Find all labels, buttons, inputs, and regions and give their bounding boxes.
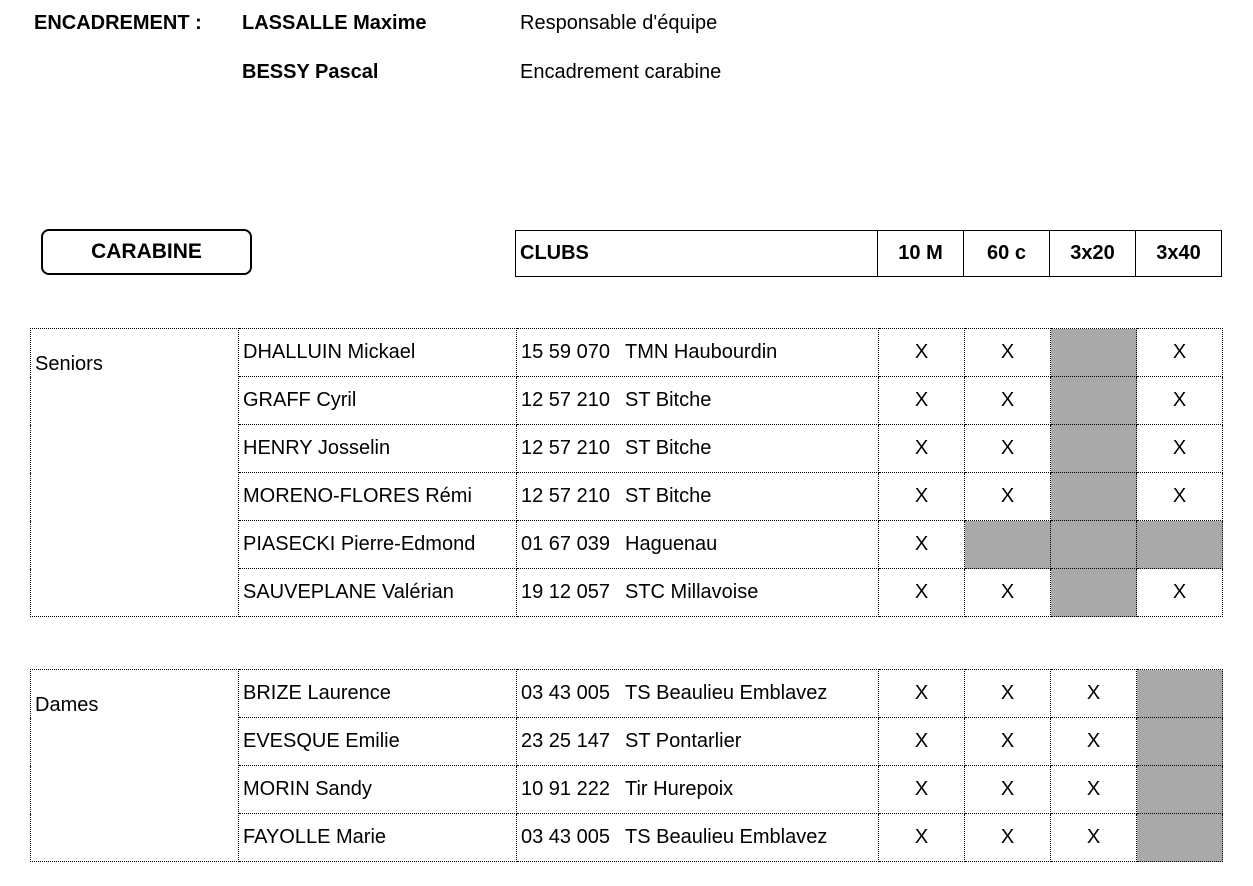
athlete-name: PIASECKI Pierre-Edmond: [239, 521, 517, 569]
athlete-name: EVESQUE Emilie: [239, 718, 517, 766]
mark-60c: X: [965, 766, 1051, 814]
mark-10m: X: [879, 814, 965, 862]
mark-3x40: [1137, 670, 1223, 718]
mark-3x20: [1051, 377, 1137, 425]
event-header-10m: 10 M: [878, 231, 964, 277]
mark-60c: X: [965, 425, 1051, 473]
club-name: ST Bitche: [625, 437, 712, 459]
clubs-header: CLUBS: [516, 231, 878, 277]
club-code: 19 12 057: [521, 581, 610, 603]
mark-60c: X: [965, 377, 1051, 425]
athlete-name: MORENO-FLORES Rémi: [239, 473, 517, 521]
mark-3x20: X: [1051, 814, 1137, 862]
mark-10m: X: [879, 521, 965, 569]
club-code: 01 67 039: [521, 533, 610, 555]
mark-10m: X: [879, 670, 965, 718]
club-cell: [517, 377, 879, 425]
mark-3x40: X: [1137, 329, 1223, 377]
mark-3x20: [1051, 329, 1137, 377]
club-name: TMN Haubourdin: [625, 341, 778, 363]
staff-name-2: BESSY Pascal: [242, 61, 379, 83]
athlete-name: MORIN Sandy: [239, 766, 517, 814]
club-code: 03 43 005: [521, 682, 610, 704]
club-code: 10 91 222: [521, 778, 610, 800]
club-code: 23 25 147: [521, 730, 610, 752]
mark-3x40: X: [1137, 377, 1223, 425]
club-code: 03 43 005: [521, 826, 610, 848]
event-header-3x20: 3x20: [1050, 231, 1136, 277]
mark-10m: X: [879, 473, 965, 521]
club-cell: [517, 670, 879, 718]
dames-table: [30, 669, 1223, 862]
club-code: 15 59 070: [521, 341, 610, 363]
athlete-name: GRAFF Cyril: [239, 377, 517, 425]
table-row: [31, 329, 1223, 377]
discipline-title: CARABINE: [41, 229, 252, 275]
club-cell: [517, 766, 879, 814]
athlete-name: SAUVEPLANE Valérian: [239, 569, 517, 617]
club-code: 12 57 210: [521, 389, 610, 411]
club-name: TS Beaulieu Emblavez: [625, 682, 828, 704]
mark-10m: X: [879, 425, 965, 473]
athlete-name: DHALLUIN Mickael: [239, 329, 517, 377]
club-cell: [517, 473, 879, 521]
mark-60c: X: [965, 718, 1051, 766]
mark-60c: X: [965, 670, 1051, 718]
athlete-name: HENRY Josselin: [239, 425, 517, 473]
club-cell: [517, 569, 879, 617]
event-header-3x40: 3x40: [1136, 231, 1222, 277]
mark-3x40: [1137, 521, 1223, 569]
mark-10m: X: [879, 569, 965, 617]
mark-3x40: X: [1137, 569, 1223, 617]
mark-60c: X: [965, 569, 1051, 617]
club-name: Tir Hurepoix: [625, 778, 734, 800]
mark-3x20: X: [1051, 718, 1137, 766]
mark-10m: X: [879, 766, 965, 814]
mark-3x20: [1051, 425, 1137, 473]
mark-60c: X: [965, 814, 1051, 862]
seniors-table: [30, 328, 1223, 617]
encadrement-label: ENCADREMENT :: [34, 12, 202, 34]
mark-60c: X: [965, 473, 1051, 521]
club-cell: [517, 329, 879, 377]
club-name: TS Beaulieu Emblavez: [625, 826, 828, 848]
club-cell: [517, 718, 879, 766]
mark-3x40: X: [1137, 473, 1223, 521]
mark-3x40: [1137, 814, 1223, 862]
club-cell: [517, 425, 879, 473]
staff-role-2: Encadrement carabine: [520, 61, 722, 83]
mark-3x20: [1051, 569, 1137, 617]
staff-role-1: Responsable d'équipe: [520, 12, 718, 34]
athlete-name: BRIZE Laurence: [239, 670, 517, 718]
category-label: Dames: [31, 670, 239, 862]
category-label: Seniors: [31, 329, 239, 617]
club-name: STC Millavoise: [625, 581, 759, 603]
club-name: ST Pontarlier: [625, 730, 742, 752]
header-table: [515, 230, 1222, 277]
club-code: 12 57 210: [521, 437, 610, 459]
mark-3x40: [1137, 766, 1223, 814]
mark-3x20: X: [1051, 766, 1137, 814]
club-cell: [517, 521, 879, 569]
mark-60c: [965, 521, 1051, 569]
athlete-name: FAYOLLE Marie: [239, 814, 517, 862]
staff-name-1: LASSALLE Maxime: [242, 12, 427, 34]
club-name: Haguenau: [625, 533, 718, 555]
mark-3x40: [1137, 718, 1223, 766]
club-name: ST Bitche: [625, 389, 712, 411]
event-header-60c: 60 c: [964, 231, 1050, 277]
mark-10m: X: [879, 329, 965, 377]
mark-3x20: [1051, 473, 1137, 521]
mark-60c: X: [965, 329, 1051, 377]
mark-3x20: X: [1051, 670, 1137, 718]
mark-3x20: [1051, 521, 1137, 569]
club-cell: [517, 814, 879, 862]
club-name: ST Bitche: [625, 485, 712, 507]
club-code: 12 57 210: [521, 485, 610, 507]
mark-10m: X: [879, 377, 965, 425]
mark-10m: X: [879, 718, 965, 766]
table-row: [31, 670, 1223, 718]
mark-3x40: X: [1137, 425, 1223, 473]
